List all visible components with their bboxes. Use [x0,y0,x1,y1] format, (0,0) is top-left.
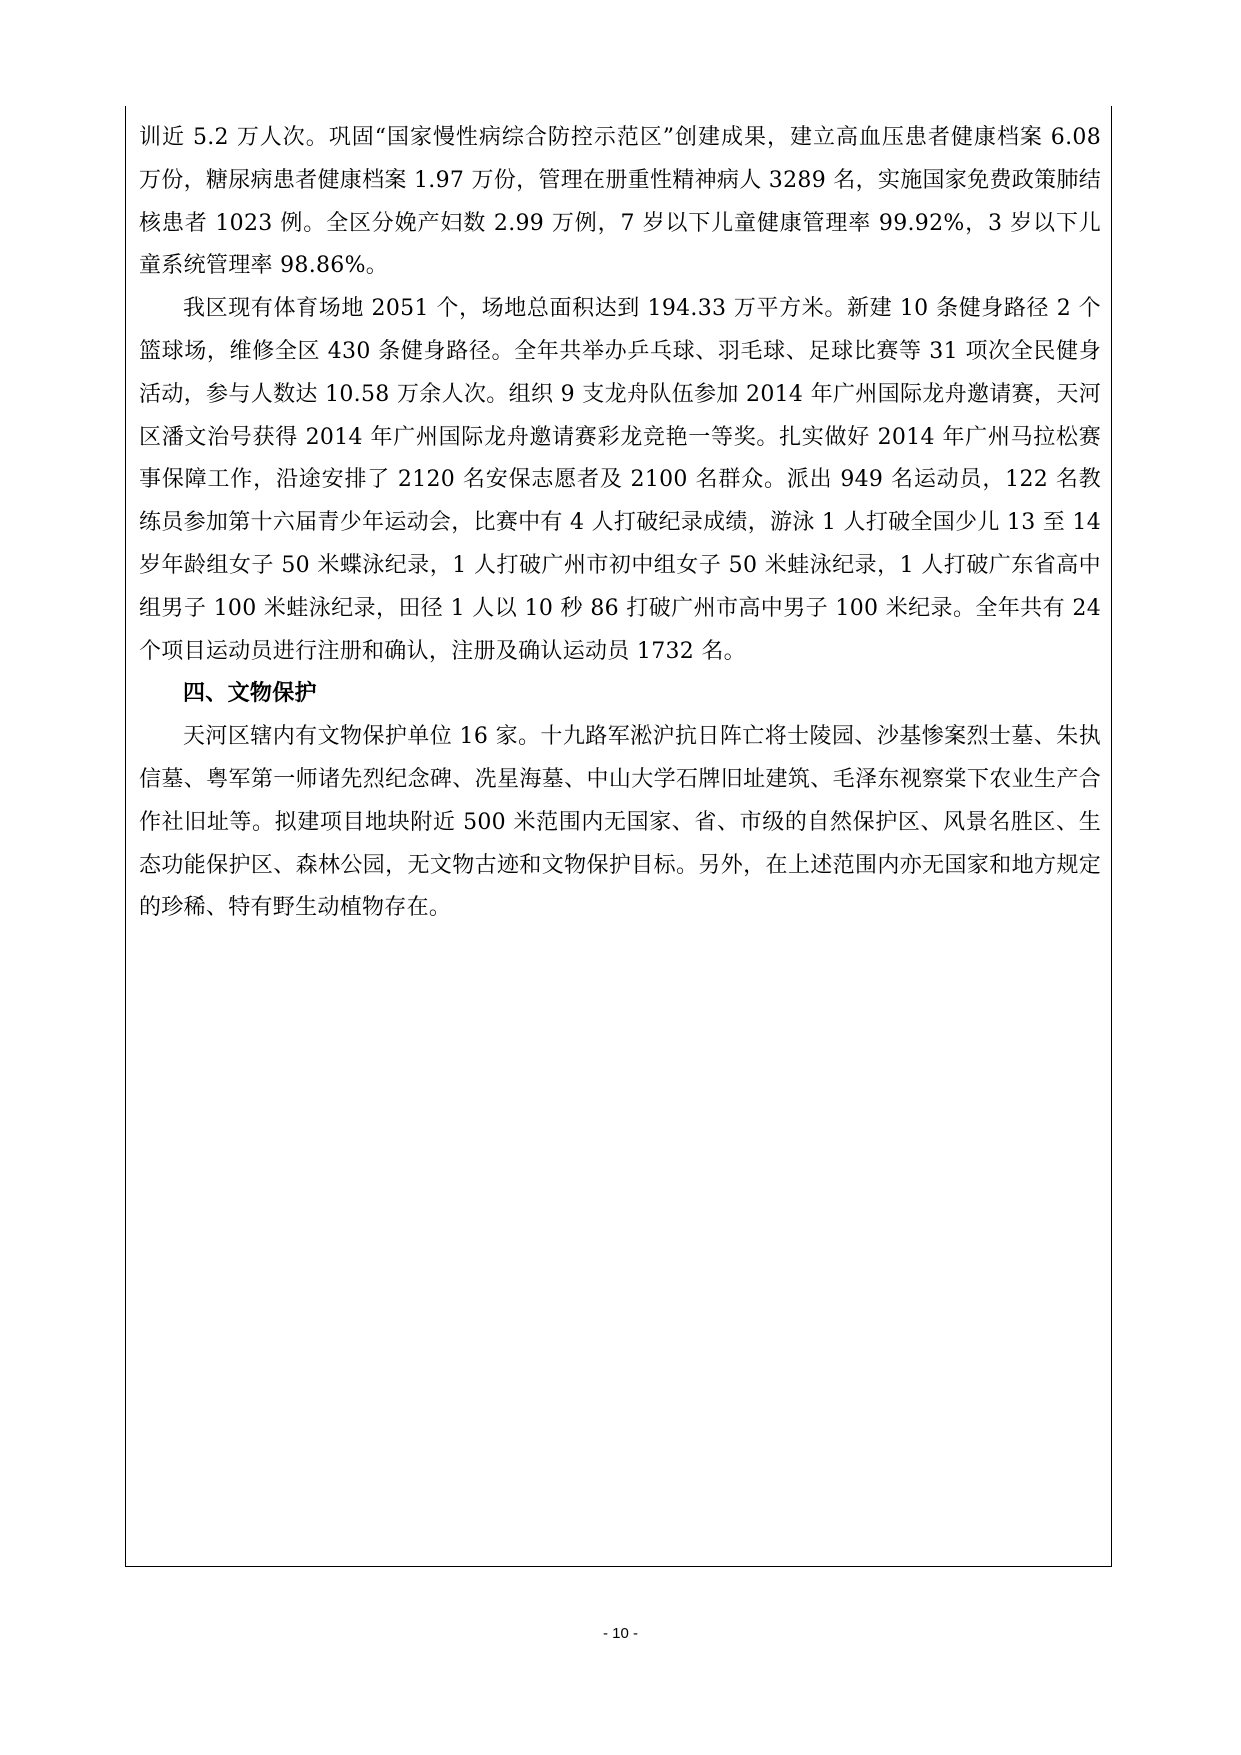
section-heading-heritage-protection: 四、文物保护 [183,681,317,707]
paragraph-health-statistics: 训近 5.2 万人次。巩固“国家慢性病综合防控示范区”创建成果，建立高血压患者健康档案 6.08 万份，糖尿病患者健康档案 1.97 万份，管理在册重性精神病人 3289 名，实施国家免费政策肺结核患者 1023 例。全区分娩产妇数 2.99 万例，7 岁以下儿童健康管理率 99.92%，3 岁以下儿童系统管理率 98.86%。 [139,125,1101,279]
page-number: - 10 - [602,1625,638,1642]
paragraph-heritage-protection: 天河区辖内有文物保护单位 16 家。十九路军淞沪抗日阵亡将士陵园、沙基惨案烈士墓、朱执信墓、粤军第一师诸先烈纪念碑、冼星海墓、中山大学石牌旧址建筑、毛泽东视察棠下农业生产合作社旧址等。拟建项目地块附近 500 米范围内无国家、省、市级的自然保护区、风景名胜区、生态功能保护区、森林公园，无文物古迹和文物保护目标。另外，在上述范围内亦无国家和地方规定的珍稀、特有野生动植物存在。 [139,724,1101,921]
document-body [139,117,1101,930]
paragraph-sports-facilities: 我区现有体育场地 2051 个，场地总面积达到 194.33 万平方米。新建 10 条健身路径 2 个篮球场，维修全区 430 条健身路径。全年共举办乒乓球、羽毛球、足球比赛等 31 项次全民健身活动，参与人数达 10.58 万余人次。组织 9 支龙舟队伍参加 2014 年广州国际龙舟邀请赛，天河区潘文治号获得 2014 年广州国际龙舟邀请赛彩龙竞艳一等奖。扎实做好 2014 年广州马拉松赛事保障工作，沿途安排了 2120 名安保志愿者及 2100 名群众。派出 949 名运动员，122 名教练员参加第十六届青少年运动会，比赛中有 4 人打破纪录成绩，游泳 1 人打破全国少儿 13 至 14 岁年龄组女子 50 米蝶泳纪录，1 人打破广州市初中组女子 50 米蛙泳纪录，1 人打破广东省高中组男子 100 米蛙泳纪录，田径 1 人以 10 秒 86 打破广州市高中男子 100 米纪录。全年共有 24 个项目运动员进行注册和确认，注册及确认运动员 1732 名。 [139,296,1101,664]
